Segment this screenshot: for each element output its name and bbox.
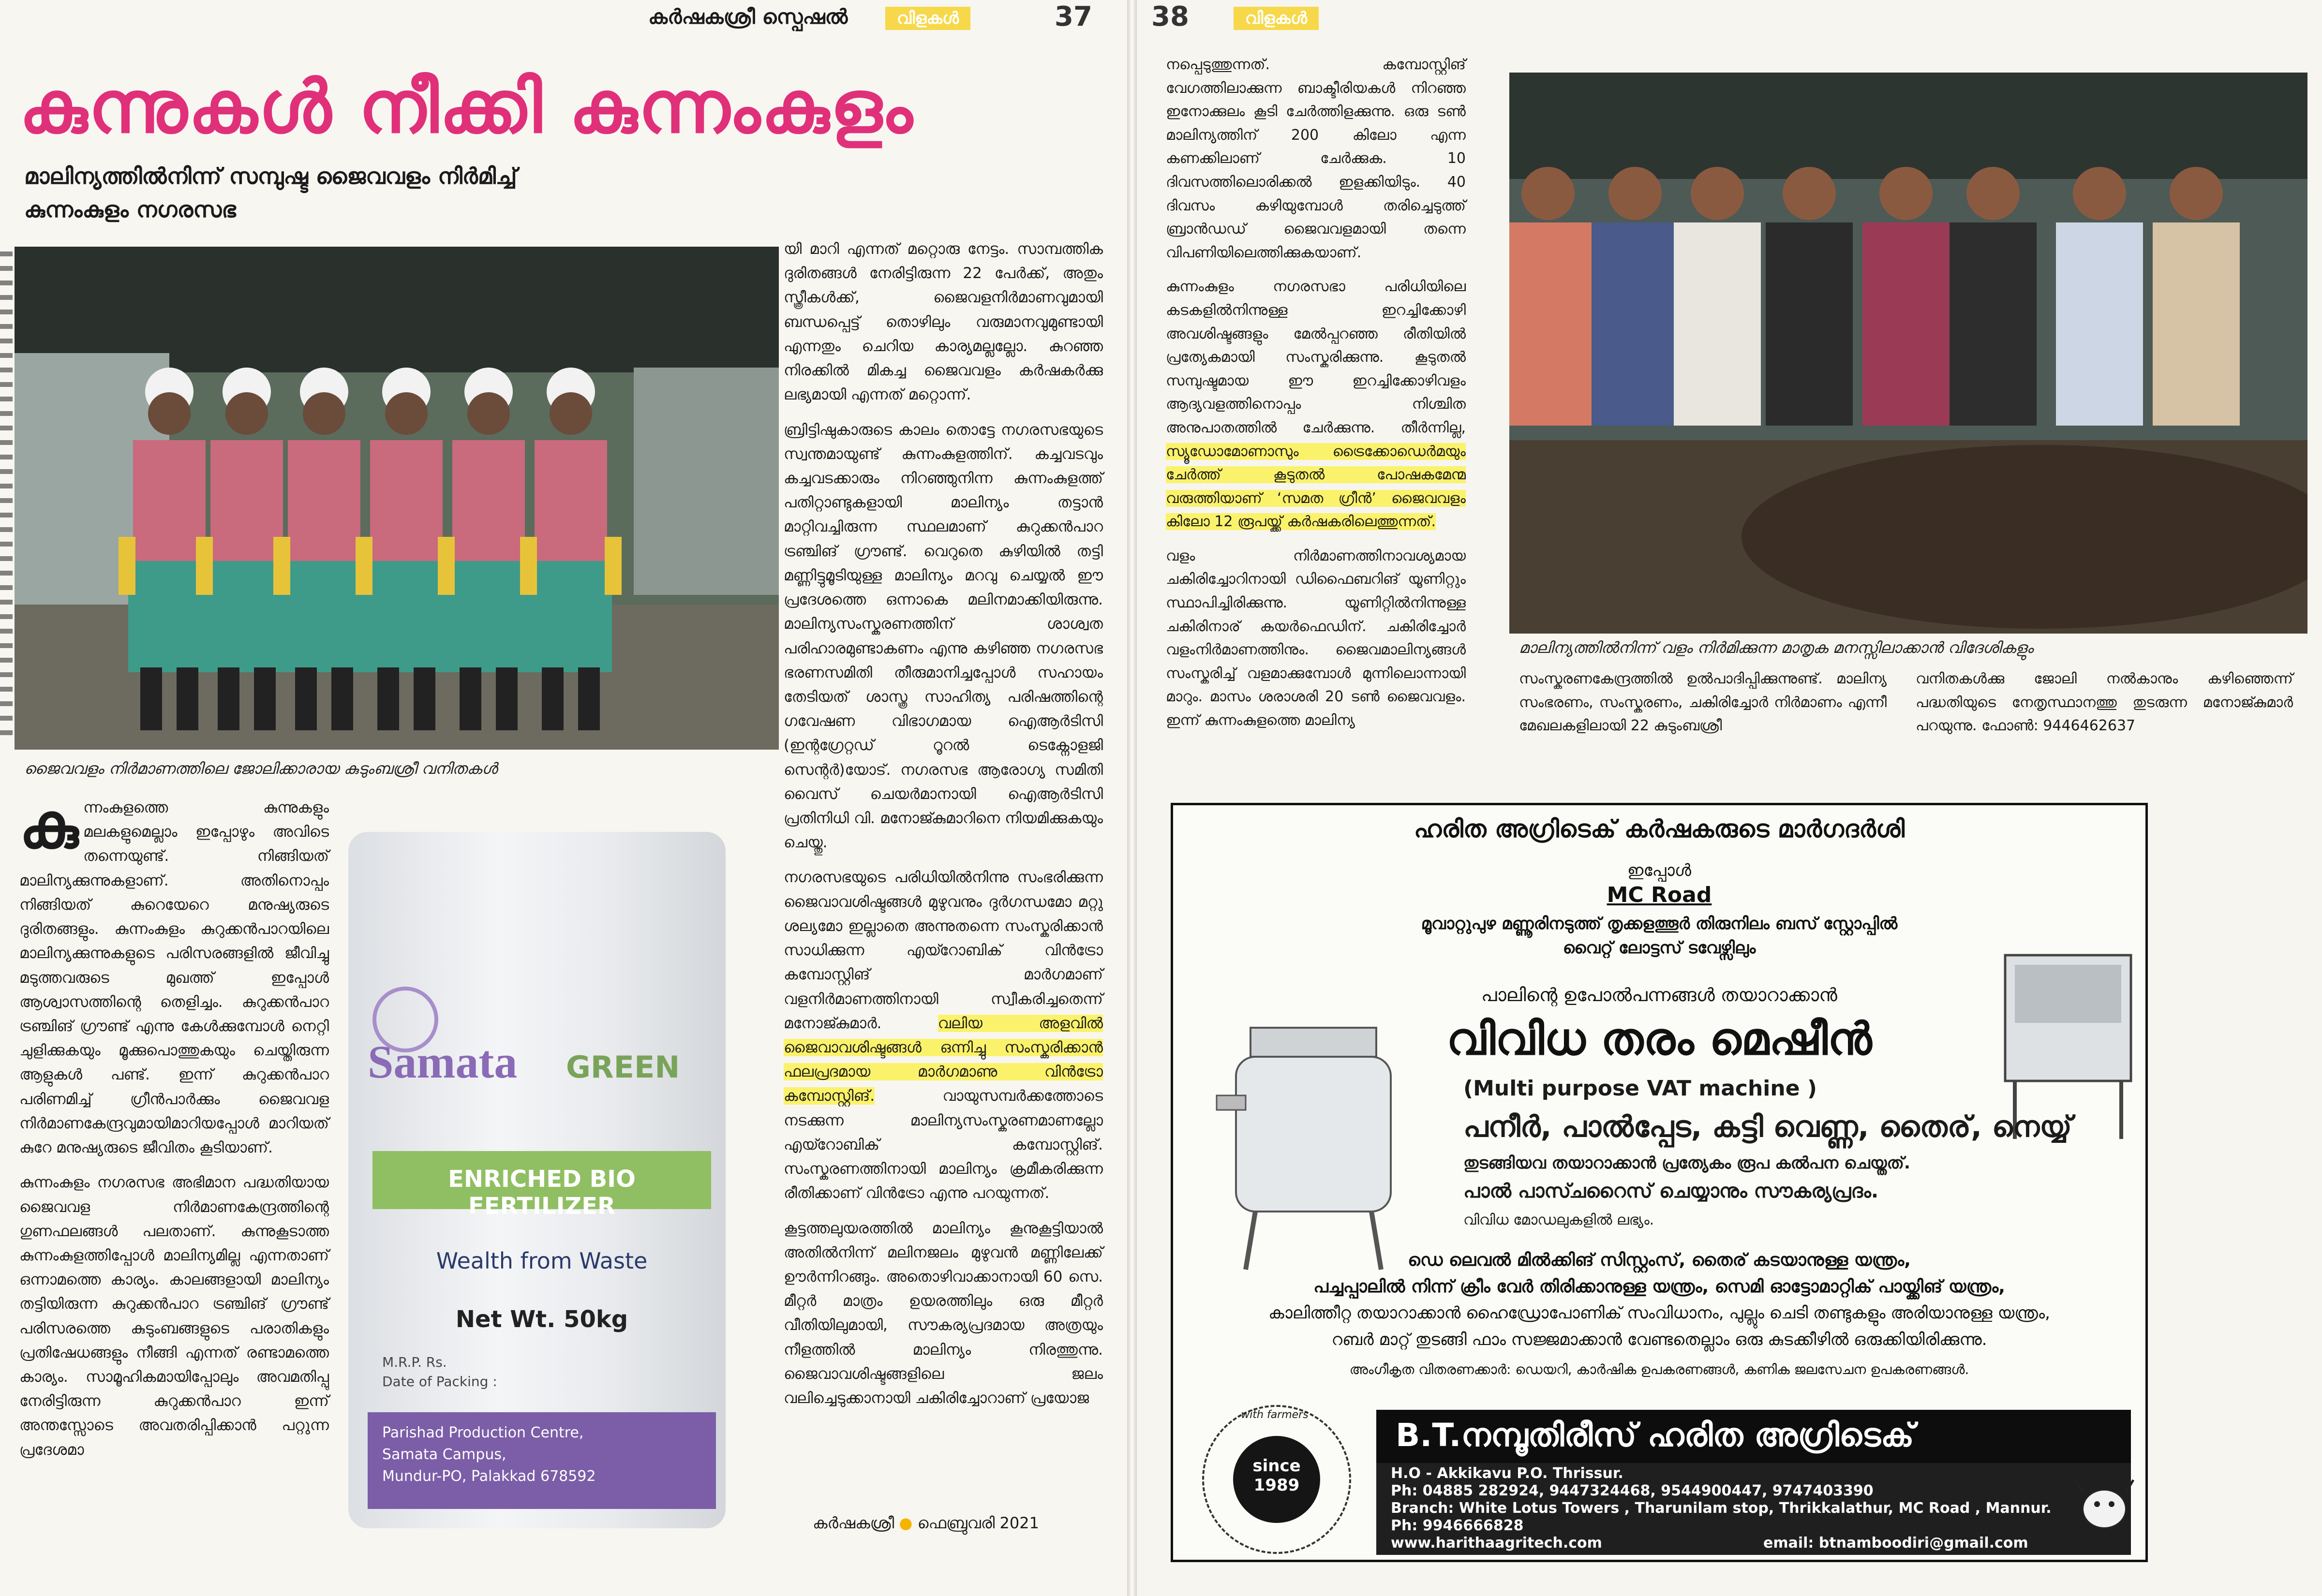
col4-p2-a: കുന്നംകുളം നഗരസഭാ പരിധിയിലെ കടകളിൽനിന്നുള്ള ഇറച്ചിക്കോഴി അവശിഷ്ടങ്ങളും മേൽപ്പറഞ്ഞ രീതിയിൽ പ്രത്യേകമായി സംസ്കരിക്കുന്നു. കൂടുതൽ സമ്പുഷ്ടമായ ഈ ഇറച്ചിക്കോഴിവളം ആദ്യവളത്തിനൊപ്പം നിശ്ചിത അനുപാതത്തിൽ ചേർക്കുന്നു. തീർന്നില്ല, [1166, 278, 1466, 436]
ad-phones: Ph: 04885 282924, 9447324468, 9544900447, 9747403390 [1391, 1482, 1874, 1499]
bag-tagline: Wealth from Waste [436, 1248, 648, 1274]
ad-machine-en: (Multi purpose VAT machine ) [1463, 1076, 1817, 1101]
ad-website[interactable]: www.harithaagritech.com [1391, 1535, 1602, 1552]
section-tag: വിളകൾ [885, 7, 970, 30]
ad-list-line-2: പച്ചപ്പാലിൽ നിന്ന് ക്രീം വേർ തിരിക്കാനുള്ള യന്ത്രം, സെമി ഓട്ടോമാറ്റിക് പായ്ക്കിങ് യന്ത്രം, [1313, 1277, 2005, 1297]
col4-paragraph-1: നപ്പെടുത്തുന്നത്. കമ്പോസ്റ്റിങ് വേഗത്തിലാക്കുന്ന ബാക്ടീരിയകൾ നിറഞ്ഞ ഇനോക്കുലം കൂടി ചേർത്തിളക്കുന്നു. ഒരു ടൺ മാലിന്യത്തിന് 200 കിലോ എന്ന കണക്കിലാണ് ചേർക്കുക. 10 ദിവസത്തിലൊരിക്കൽ ഇളക്കിയിടും. 40 ദിവസം കഴിയുമ്പോൾ തരിച്ചെടുത്ത് ബ്രാൻഡഡ് ജൈവവളമായി തന്നെ വിപണിയിലെത്തിക്കുകയാണ്. [1166, 56, 1466, 261]
since-badge [1233, 1436, 1320, 1523]
page-number-left: 37 [1055, 1, 1092, 32]
article-column-5 [1519, 667, 1887, 749]
col4-paragraph-3: വളം നിർമാണത്തിനാവശ്യമായ ചകിരിച്ചോറിനായി ഡിഫൈബറിങ് യൂണിറ്റും സ്ഥാപിച്ചിരിക്കുന്നു. യൂണിറ്റിൽനിന്നുള്ള ചകിരിനാര് കയർഫെഡിന്. ചകിരിച്ചോർ വളംനിർമാണത്തിനും. ജൈവമാലിന്യങ്ങൾ സംസ്കരിച്ച് വളമാക്കുമ്പോൾ മുന്നിലൊന്നായി മാറും. മാസം ശരാശരി 20 ടൺ ജൈവവളം. ഇന്ന് കുന്നംകുളത്തെ മാലിന്യ [1166, 547, 1466, 729]
col5-paragraph-1: സംസ്കരണകേന്ദ്രത്തിൽ ഉൽപാദിപ്പിക്കുന്നുണ്ട്. മാലിന്യ സംഭരണം, സംസ്കരണം, ചകിരിച്ചോർ നിർമാണം എന്നീ മേഖലകളിലായി 22 കുടുംബശ്രീ [1519, 670, 1887, 735]
workers-photo-image [15, 247, 779, 750]
ad-brand-band [1376, 1410, 2131, 1463]
col2-paragraph-2: ബ്രിട്ടിഷുകാരുടെ കാലം തൊട്ടേ നഗരസഭയുടെ സ്വന്തമായുണ്ട് കുന്നംകുളത്തിന്. കച്ചവടവും കച്ചവടക്കാരും നിറഞ്ഞുനിന്ന കുന്നംകുളത്ത് പതിറ്റാണ്ടുകളായി മാലിന്യം തട്ടാൻ മാറ്റിവച്ചിരുന്ന സ്ഥലമാണ് കുറുക്കൻപാറ ട്രഞ്ചിങ് ഗ്രൗണ്ട്. വെറുതെ കുഴിയിൽ തട്ടി മണ്ണിട്ടുമൂടിയുള്ള മാലിന്യം മറവു ചെയ്യൽ ഈ പ്രദേശത്തെ ഒന്നാകെ മലിനമാക്കിയിരുന്നു. മാലിന്യസംസ്കരണത്തിന് ശാശ്വത പരിഹാരമുണ്ടാകണം എന്നു കഴിഞ്ഞ നഗരസഭ ഭരണസമിതി തീരുമാനിച്ചപ്പോൾ സഹായം തേടിയത് ശാസ്ത്ര സാഹിത്യ പരിഷത്തിന്റെ ഗവേഷണ വിഭാഗമായ ഐആർടിസി (ഇന്റഗ്രേറ്റഡ് റൂറൽ ടെക്നോളജി സെന്റർ)യോട്. നഗരസഭ ആരോഗ്യ സമിതി വൈസ് ചെയർമാനായി ഐആർടിസി പ്രതിനിധി വി. മനോജ്കുമാറിനെ നിയമിക്കുകയും ചെയ്തു. [784, 421, 1103, 852]
col4-paragraph-2 [1166, 275, 1466, 534]
article-column-4 [1166, 53, 1466, 743]
ad-contact-box [1376, 1463, 2131, 1555]
footer-publication: കർഷകശ്രീ [813, 1514, 894, 1532]
dropcap: കു [19, 789, 79, 862]
ad-location-line-2: വൈറ്റ് ലോട്ടസ് ടവേഴ്സിലും [1563, 938, 1756, 958]
col3-p1-b: വായുസമ്പർക്കത്തോടെ നടക്കുന്ന മാലിന്യസംസ്കരണമാണല്ലോ എയ്റോബിക് കമ്പോസ്റ്റിങ്. സംസ്കരണത്തിനായി മാലിന്യം ക്രമീകരിക്കുന്ന രീതിക്കാണ് വിൻട്രോ എന്നു പറയുന്നത്. [784, 1087, 1103, 1202]
bag-band-label: ENRICHED BIO FERTILIZER [448, 1166, 636, 1220]
bag-mrp: M.R.P. Rs. [382, 1354, 447, 1370]
visitors-photo [1509, 73, 2307, 634]
ad-models-line: വിവിധ മോഡലുകളിൽ ലഭ്യം. [1463, 1212, 1654, 1228]
workers-photo [15, 247, 779, 750]
bag-producer-line-3: Mundur-PO, Palakkad 678592 [382, 1468, 596, 1485]
col3-paragraph-1 [784, 865, 1103, 1205]
article-column-1 [19, 789, 329, 1473]
article-subhead [24, 160, 750, 226]
bag-net-weight: Net Wt. 50kg [455, 1306, 628, 1333]
since-label: since [1252, 1456, 1301, 1476]
ad-list-line-3: കാലിത്തീറ്റ തയാറാക്കാൻ ഹൈഡ്രോപോണിക് സംവിധാനം, പുല്ലും ചെടി തണ്ടുകളും അരിയാനുള്ള യന്ത്രം, [1268, 1303, 2050, 1323]
bag-producer-line-2: Samata Campus, [382, 1446, 506, 1463]
visitors-photo-caption: മാലിന്യത്തിൽനിന്ന് വളം നിർമിക്കുന്ന മാതൃക മനസ്സിലാക്കാൻ വിദേശികളും [1519, 638, 2034, 657]
ad-pasteurize-line: പാൽ പാസ്ചറൈസ് ചെയ്യാനും സൗകര്യപ്രദം. [1463, 1180, 1879, 1202]
footer-date: ഫെബ്രുവരി 2021 [917, 1514, 1039, 1532]
ad-branch-phone: Ph: 9946666828 [1391, 1517, 1524, 1534]
ad-list-line-1: ഡെ ലെവൽ മിൽക്കിങ് സിസ്റ്റംസ്, തൈര് കടയാനുള്ള യന്ത്രം, [1408, 1250, 1911, 1270]
ad-design-line: തുടങ്ങിയവ തയാറാക്കാൻ പ്രത്യേകം രൂപ കൽപന ചെയ്തത്. [1463, 1153, 1910, 1173]
ad-dealers-line: അംഗീകൃത വിതരണക്കാർ: ഡെയറി, കാർഷിക ഉപകരണങ്ങൾ, കണിക ജലസേചന ഉപകരണങ്ങൾ. [1349, 1361, 1969, 1377]
article-column-2 [784, 237, 1103, 1421]
ad-milk-line: പാലിന്റെ ഉപോൽപന്നങ്ങൾ തയാറാക്കാൻ [1481, 984, 1837, 1005]
bag-brand-suffix: GREEN [566, 1049, 680, 1085]
ad-now-label: ഇപ്പോൾ [1627, 861, 1691, 880]
subhead-line-1: മാലിന്യത്തിൽനിന്ന് സമ്പുഷ്ട ജൈവവളം നിർമിച്ച് [24, 163, 517, 189]
bag-brand: Samata [368, 1036, 518, 1088]
cow-mascot-icon [2073, 1473, 2136, 1536]
spiral-binding [0, 251, 13, 735]
since-year: 1989 [1253, 1476, 1300, 1495]
footer-dot-icon: ● [899, 1514, 913, 1532]
col3-highlight: വലിയ അളവിൽ ജൈവാവശിഷ്ടങ്ങൾ ഒന്നിച്ചു സംസ്കരിക്കാൻ ഫലപ്രദമായ മാർഗമാണു വിൻട്രോ കമ്പോസ്റ്റിങ്. [784, 1014, 1103, 1105]
col1-paragraph-1 [19, 789, 329, 1160]
ad-road: MC Road [1607, 883, 1712, 907]
col2-paragraph-1: യി മാറി എന്നത് മറ്റൊരു നേട്ടം. സാമ്പത്തിക ദുരിതങ്ങൾ നേരിട്ടിരുന്ന 22 പേർക്ക്, അതും സ്ത്രീകൾക്ക്, ജൈവളനിർമാണവുമായി ബന്ധപ്പെട്ട് തൊഴിലും വരുമാനവുമുണ്ടായി എന്നതും ചെറിയ കാര്യമല്ലല്ലോ. കുറഞ്ഞ നിരക്കിൽ മികച്ച ജൈവവളം കർഷകർക്കു ലഭ്യമായി എന്നത് മറ്റൊന്ന്. [784, 240, 1103, 404]
col1-paragraph-2: കുന്നംകുളം നഗരസഭ അഭിമാന പദ്ധതിയായ ജൈവവള നിർമാണകേന്ദ്രത്തിന്റെ ഗുണഫലങ്ങൾ പലതാണ്. കുന്നുകൂടാത്ത കുന്നംകുളത്തിപ്പോൾ മാലിന്യമില്ല എന്നതാണ് ഒന്നാമത്തെ കാര്യം. കാലങ്ങളായി മാലിന്യം തട്ടിയിരുന്ന കുറുക്കൻപാറ ട്രഞ്ചിങ് ഗ്രൗണ്ട് പരിസരത്തെ കുടുംബങ്ങളുടെ പരാതികളും പ്രതിഷേധങ്ങളും നീങ്ങി എന്നത് രണ്ടാമത്തെ കാര്യം. സാമൂഹികമായിപ്പോലും അവമതിപ്പു നേരിട്ടിരുന്ന കുറുക്കൻപാറ ഇന്ന് അന്തസ്സോടെ അവതരിപ്പിക്കാൻ പറ്റുന്ന പ്രദേശമാ [19, 1174, 329, 1459]
col1-p1-text: ന്നംകുളത്തെ കുന്നുകളും മലകളുമെല്ലാം ഇപ്പോഴും അവിടെ തന്നെയുണ്ട്. നിങ്ങിയത് മാലിന്യക്കുന്നുകളാണ്. അതിനൊപ്പം നിങ്ങിയത് കുറെയേറെ മനുഷ്യരുടെ ദുരിതങ്ങളും. കുന്നംകുളം കുറുക്കൻപാറയിലെ മാലിന്യക്കുന്നുകളുടെ പരിസരങ്ങളിൽ ജീവിച്ചു മടുത്തവരുടെ മുഖത്ത് ഇപ്പോൾ ആശ്വാസത്തിന്റെ തെളിച്ചം. കുറുക്കൻപാറ ട്രഞ്ചിങ് ഗ്രൗണ്ട് എന്നു കേൾക്കുമ്പോൾ നെറ്റി ചുളിക്കുകയും മൂക്കുപൊത്തുകയും ചെയ്തിരുന്ന ആളുകൾ പണ്ട്. ഇന്ന് കുറുക്കൻപാറ പരിണമിച്ച് ഗ്രീൻപാർക്കും ജൈവവള നിർമാണകേന്ദ്രവുമായിമാറിയപ്പോൾ മാറിയത് കുറേ മനുഷ്യരുടെ ജീവിതം കൂടിയാണ്. [19, 799, 329, 1157]
article-headline: കുന്നുകൾ നീക്കി കുന്നംകുളം [19, 65, 914, 149]
footer [813, 1514, 1039, 1533]
ad-brand-name: B.T.നമ്പൂതിരീസ് ഹരിത അഗ്രിടെക് [1396, 1417, 1914, 1454]
left-page [0, 0, 1127, 1596]
bag-producer [382, 1422, 596, 1487]
col6-paragraph-1: വനിതകൾക്കു ജോലി നൽകാനും കഴിഞ്ഞെന്ന് പദ്ധതിയുടെ നേതൃസ്ഥാനത്തു തുടരുന്ന മനോജ്കുമാർ പറയുന്നു. ഫോൺ: 9446462637 [1916, 670, 2293, 735]
ad-email[interactable]: email: btnamboodiri@gmail.com [1763, 1535, 2028, 1552]
fertilizer-bag-photo [339, 822, 735, 1538]
section-label: കർഷകശ്രീ സ്പെഷൽ [648, 5, 848, 29]
page-gutter [1127, 0, 1137, 1596]
ad-products: പനീർ, പാൽപ്പേട, കട്ടി വെണ്ണ, തൈര്, നെയ്യ് [1463, 1110, 2072, 1144]
advertisement [1171, 803, 2148, 1562]
col3-p1-a: നഗരസഭയുടെ പരിധിയിൽനിന്നു സംഭരിക്കുന്ന ജൈവാവശിഷ്ടങ്ങൾ മുഴുവനും ദുർഗന്ധമോ മറ്റു ശല്യമോ ഇല്ലാതെ അന്നുതന്നെ സംസ്കരിക്കാൻ സാധിക്കുന്ന എയ്റോബിക് വിൻട്രോ കമ്പോസ്റ്റിങ് മാർഗമാണ് വളനിർമാണത്തിനായി സ്വീകരിച്ചതെന്ന് മനോജ്കുമാർ. [784, 869, 1103, 1032]
since-seal [1202, 1405, 1351, 1554]
workers-photo-caption: ജൈവവളം നിർമാണത്തിലെ ജോലിക്കാരായ കുടുംബശ്രീ വനിതകൾ [24, 759, 497, 778]
ad-branch: Branch: White Lotus Towers , Tharunilam stop, Thrikkalathur, MC Road , Mannur. [1391, 1500, 2052, 1517]
col4-highlight: സ്യൂഡോമോണാസും ട്രൈക്കോഡെർമയും ചേർത്ത് കൂടുതൽ പോഷകമേന്മ വരുത്തിയാണ് ‘സമത ഗ്രീൻ’ ജൈവവളം കിലോ 12 രൂപയ്ക്ക് കർഷകരിലെത്തുന്നത്. [1166, 443, 1466, 531]
seal-text: with farmers [1241, 1409, 1309, 1421]
bag-producer-line-1: Parishad Production Centre, [382, 1424, 584, 1441]
section-tag-right: വിളകൾ [1234, 7, 1319, 30]
article-column-6 [1916, 667, 2293, 749]
col3-paragraph-2: കൂട്ടത്തലുയരത്തിൽ മാലിന്യം കൂനുകൂട്ടിയാൽ അതിൽനിന്ന് മലിനജലം മുഴുവൻ മണ്ണിലേക്ക് ഊർന്നിറങ്ങും. അതൊഴിവാക്കാനായി 60 സെ. മീറ്റർ മാത്രം ഉയരത്തിലും ഒരു മീറ്റർ വീതിയിലുമായി, സൗകര്യപ്രദമായ അത്രയും നീളത്തിൽ മാലിന്യം നിരത്തുന്നു. ജൈവാവശിഷ്ടങ്ങളിലെ ജലം വലിച്ചെടുക്കാനായി ചകിരിച്ചോറാണ് പ്രയോജ [784, 1219, 1103, 1407]
bag-date-label: Date of Packing : [382, 1374, 497, 1389]
ad-machine-title: വിവിധ തരം മെഷീൻ [1446, 1013, 1872, 1065]
ad-title: ഹരിത അഗ്രിടെക് കർഷകരുടെ മാർഗദർശി [1414, 815, 1905, 843]
page-number-right: 38 [1151, 1, 1189, 32]
ad-ho: H.O - Akkikavu P.O. Thrissur. [1391, 1465, 1623, 1482]
subhead-line-2: കുന്നംകുളം നഗരസഭ [24, 196, 236, 222]
ad-list-line-4: റബർ മാറ്റ് തുടങ്ങി ഫാം സജ്ജമാക്കാൻ വേണ്ടതെല്ലാം ഒരു കുടക്കീഴിൽ ഒരുക്കിയിരിക്കുന്നു. [1331, 1330, 1987, 1349]
ad-location-line-1: മൂവാറ്റുപുഴ മണ്ണൂരിനടുത്ത് തൃക്കളത്തൂർ തിരുനിലം ബസ് സ്റ്റോപ്പിൽ [1421, 914, 1898, 933]
visitors-photo-image [1509, 73, 2307, 634]
